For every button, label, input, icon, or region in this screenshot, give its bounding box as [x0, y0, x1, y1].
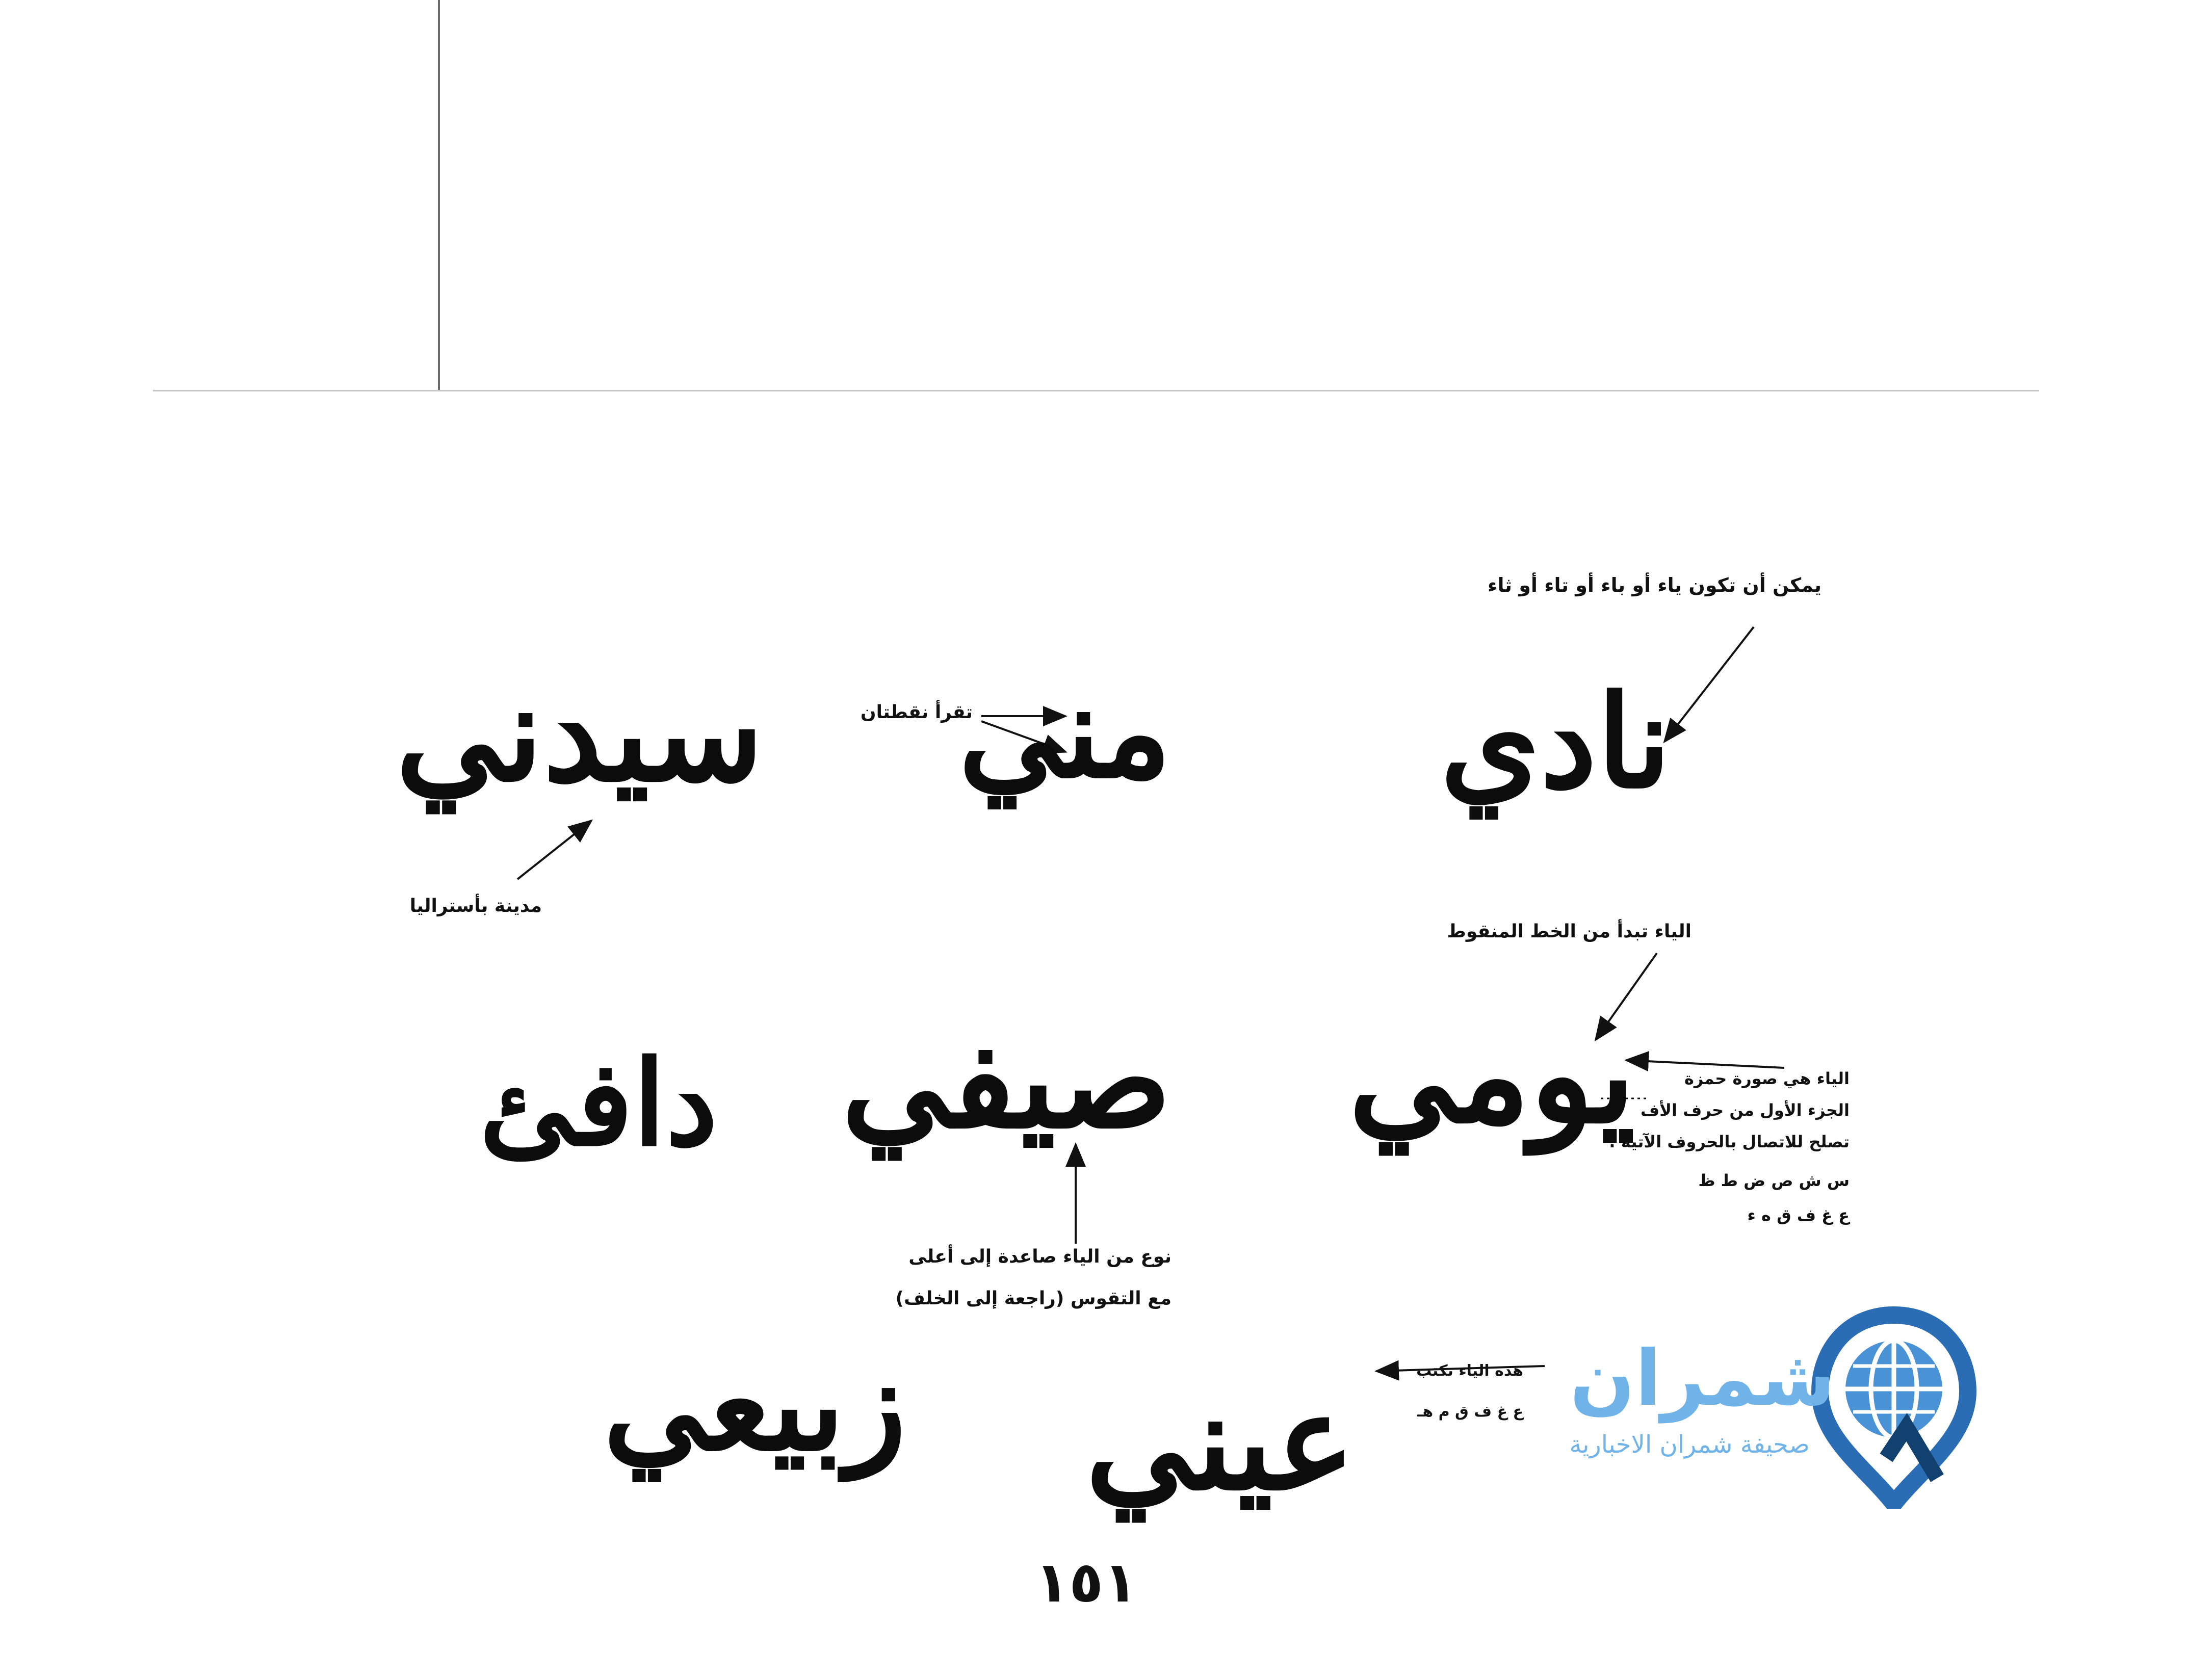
yawmi-side-line: تصلح للاتصال بالحروف الآتية : — [1608, 1132, 1850, 1151]
sidni-arrow — [517, 821, 591, 879]
ayni-note-line: ع غ ف ق م هـ — [1417, 1403, 1523, 1421]
word-nadi: نادي — [1440, 667, 1671, 817]
yawmi-side-line: ع غ ف ق ه ء — [1747, 1205, 1850, 1225]
page-number: ١٥١ — [1035, 1550, 1138, 1615]
yawmi-side-line: الياء هي صورة حمزة — [1684, 1069, 1850, 1088]
nadi-arrow — [1664, 627, 1754, 742]
sayfi-note-line: نوع من الياء صاعدة إلى أعلى — [908, 1246, 1172, 1267]
yawmi-top-note: الياء تبدأ من الخط المنقوط — [1447, 921, 1691, 942]
nadi-note: يمكن أن تكون ياء أو باء أو تاء أو ثاء — [1488, 574, 1821, 596]
yawmi-side-line: الجزء الأول من حرف الأف — [1640, 1100, 1850, 1120]
word-yawmi: يومي — [1348, 998, 1635, 1153]
word-sayfi: صيفي — [841, 1003, 1172, 1158]
word-dafi: دافئ — [479, 1035, 718, 1172]
word-sidni: سيدني — [396, 656, 764, 811]
logo-tagline: صحيفة شمران الاخبارية — [1569, 1430, 1810, 1459]
word-mini: مني — [958, 657, 1172, 806]
word-zubayi: زبيعي — [603, 1329, 906, 1479]
sayfi-note-line: مع التقوس (راجعة إلى الخلف) — [895, 1288, 1172, 1309]
shamran-logo — [1570, 1305, 1988, 1519]
sayfi-note — [896, 1236, 1172, 1320]
sidni-note: مدينة بأستراليا — [409, 896, 542, 916]
ayni-note-line: هذه الياء تكتب — [1416, 1362, 1523, 1380]
ayni-note — [1416, 1351, 1523, 1432]
yawmi-side-note — [1609, 1063, 1850, 1231]
word-ayni: عيني — [1085, 1364, 1355, 1520]
logo-name: شمران — [1570, 1334, 1835, 1423]
mini-note: تقرأ نقطتان — [860, 702, 973, 723]
yawmi-side-line: س ش ص ض ط ظ — [1698, 1171, 1850, 1190]
